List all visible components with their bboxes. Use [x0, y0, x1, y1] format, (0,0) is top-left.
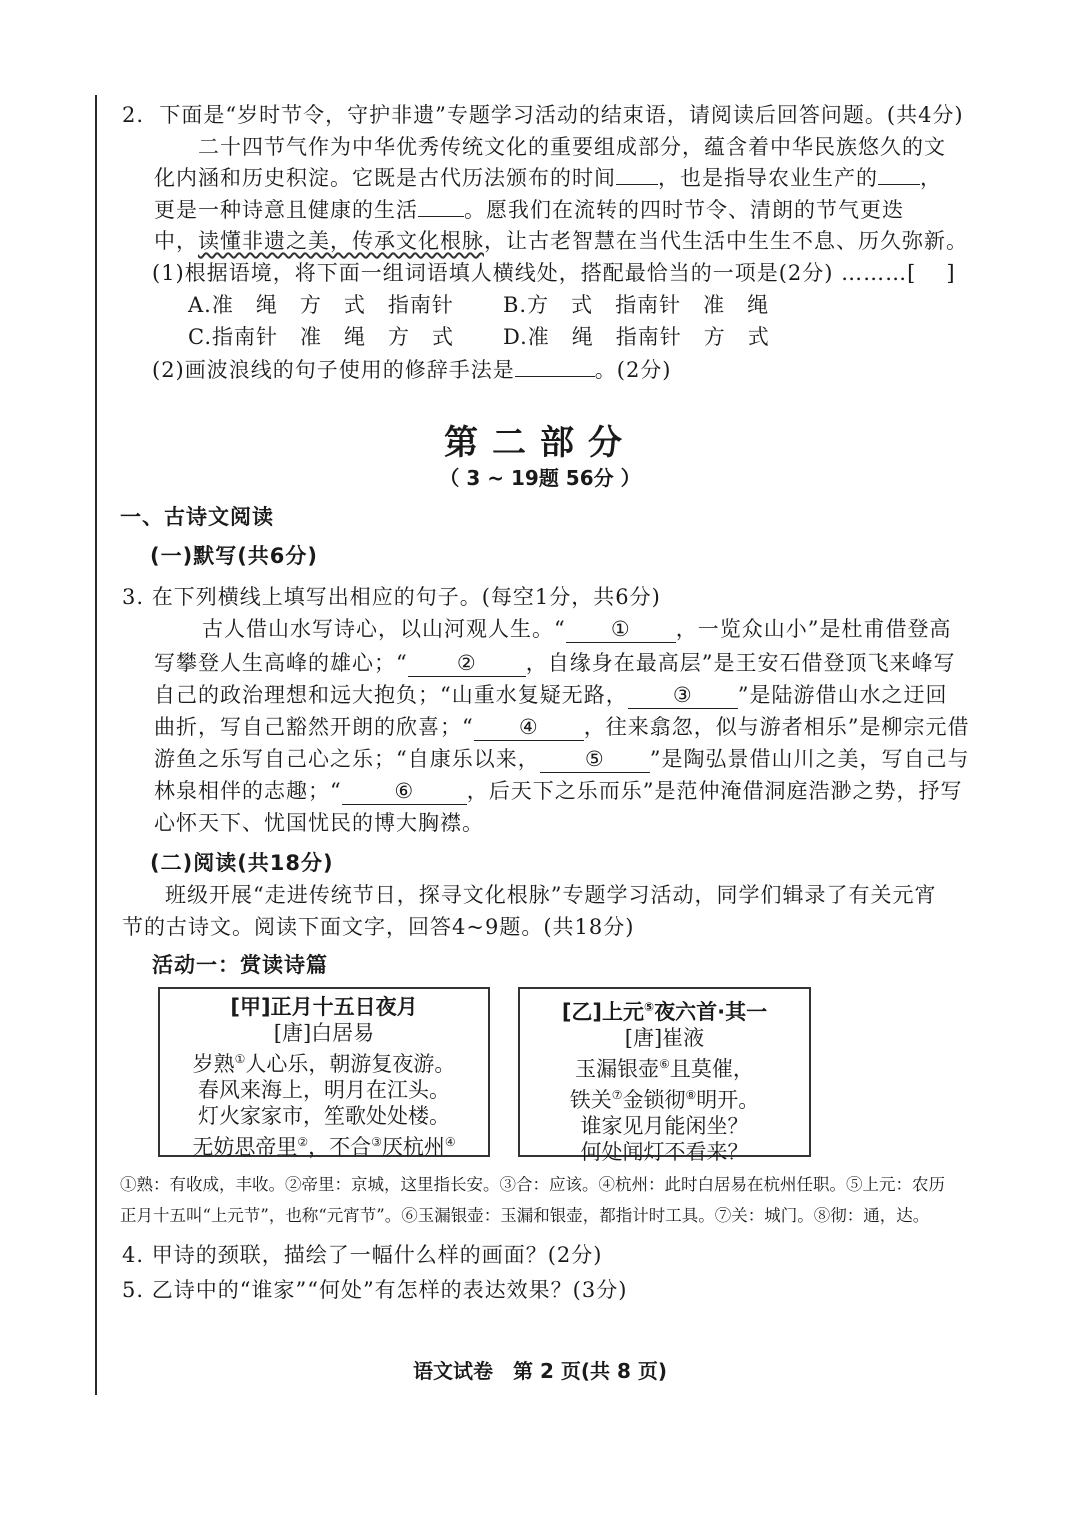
q3-line-5: 游鱼之乐写自己心之乐；“自康乐以来， ⑤ ”是陶弘景借山川之美，写自己与 — [154, 747, 970, 771]
q3-blank-6[interactable]: ⑥ — [342, 778, 467, 805]
q2-sub1: (1)根据语境，将下面一组词语填人横线处，搭配最恰当的一项是(2分) ………[ ] — [152, 261, 956, 285]
reading-intro-line-2: 节的古诗文。阅读下面文字，回答4~9题。(共18分) — [122, 915, 635, 939]
poem-b-box — [518, 987, 811, 1164]
q2-passage-line-4: 中，读懂非遗之美，传承文化根脉，让古老智慧在当代生活中生生不息、历久弥新。 — [154, 229, 968, 253]
q2-rhetoric-blank[interactable] — [515, 354, 595, 377]
poem-b-line-3: 谁家见月能闲坐？ — [580, 1114, 749, 1138]
q3-blank-2[interactable]: ② — [408, 650, 526, 677]
q2-option-a: A.准 绳 方 式 指南针 — [188, 293, 454, 317]
poem-a-box — [158, 987, 490, 1157]
poem-a-line-3: 灯火家家市，笙歌处处楼。 — [198, 1104, 450, 1128]
q3-blank-3[interactable]: ③ — [628, 682, 738, 709]
subsection-reading: (二)阅读(共18分) — [150, 851, 334, 875]
footnotes-line-1: ①熟：有收成，丰收。②帝里：京城，这里指长安。③合：应该。④杭州：此时白居易在杭州任职。⑤上元：农历 — [120, 1175, 945, 1194]
q3-line-6: 林泉相伴的志趣；“ ⑥ ，后天下之乐而乐”是范仲淹借洞庭浩渺之势，抒写 — [154, 779, 963, 803]
q2-passage-line-3: 更是一种诗意且健康的生活 。愿我们在流转的四时节令、清朗的节气更迭 — [154, 194, 904, 225]
q3-line-4: 曲折，写自己豁然开朗的欣喜；“ ④ ，往来翕忽，似与游者相乐”是柳宗元借 — [154, 715, 970, 739]
reading-intro-line-1: 班级开展“走进传统节日，探寻文化根脉”专题学习活动，同学们辑录了有关元宵 — [165, 883, 937, 907]
q2-blank-3[interactable] — [418, 194, 464, 217]
poem-b-line-2: 铁关⑦金锁彻⑧明开。 — [569, 1088, 760, 1112]
poem-b-line-1: 玉漏银壶⑥且莫催， — [575, 1057, 754, 1081]
q2-number: 2. — [122, 103, 145, 127]
q3-stem: 3. 在下列横线上填写出相应的句子。(每空1分，共6分) — [122, 585, 661, 609]
q2-blank-1[interactable] — [616, 162, 658, 185]
activity-one-heading: 活动一：赏读诗篇 — [152, 953, 328, 977]
wavy-underlined-sentence: 读懂非遗之美，传承文化根脉 — [198, 229, 484, 253]
poem-b-title: [乙]上元⑤夜六首·其一 — [561, 1000, 768, 1024]
poem-a-title: [甲]正月十五日夜月 — [230, 995, 418, 1019]
q4: 4. 甲诗的颈联，描绘了一幅什么样的画面？(2分) — [122, 1243, 603, 1267]
subsection-dictation: (一)默写(共6分) — [150, 544, 319, 568]
footnotes-line-2: 正月十五叫“上元节”，也称“元宵节”。⑥玉漏银壶：玉漏和银壶，都指计时工具。⑦关：城门。⑧彻：通，达。 — [120, 1206, 930, 1225]
q2-passage-line-2: 化内涵和历史积淀。它既是古代历法颁布的时间 ，也是指导农业生产的 ， — [154, 162, 942, 193]
q3-line-3: 自己的政治理想和远大抱负；“山重水复疑无路， ③ ”是陆游借山水之迂回 — [154, 683, 948, 707]
q3-blank-5[interactable]: ⑤ — [540, 746, 650, 773]
poem-a-line-2: 春风来海上，明月在江头。 — [198, 1078, 450, 1102]
q3-line-2: 写攀登人生高峰的雄心；“ ② ，自缘身在最高层”是王安石借登顶飞来峰写 — [154, 651, 956, 675]
q2-option-d: D.准 绳 指南针 方 式 — [503, 325, 770, 349]
q2-stem-text: 下面是“岁时节令，守护非遗”专题学习活动的结束语，请阅读后回答问题。(共4分) — [159, 103, 964, 127]
q3-blank-4[interactable]: ④ — [474, 714, 584, 741]
q2-passage-line-1: 二十四节气作为中华优秀传统文化的重要组成部分，蕴含着中华民族悠久的文 — [198, 135, 946, 159]
poem-b-author: [唐]崔液 — [624, 1026, 705, 1050]
poem-a-author: [唐]白居易 — [273, 1021, 375, 1045]
q2-blank-2[interactable] — [878, 162, 920, 185]
poem-a-line-4: 无妨思帝里②，不合③厌杭州④ — [192, 1135, 456, 1159]
q3-line-7: 心怀天下、忧国忧民的博大胸襟。 — [154, 811, 484, 835]
section-heading-classical: 一、古诗文阅读 — [120, 505, 274, 529]
q2-option-c: C.指南针 准 绳 方 式 — [188, 325, 454, 349]
q3-blank-1[interactable]: ① — [566, 616, 676, 643]
part-two-subtitle: （ 3 ~ 19题 56分 ） — [439, 466, 641, 490]
q2-sub2: (2)画波浪线的句子使用的修辞手法是 。(2分) — [152, 354, 672, 385]
q2-stem — [122, 100, 964, 130]
q5: 5. 乙诗中的“谁家”“何处”有怎样的表达效果？(3分) — [122, 1278, 628, 1302]
binding-margin-line — [95, 95, 97, 1395]
page-footer: 语文试卷 第 2 页(共 8 页) — [413, 1359, 667, 1383]
poem-a-line-1: 岁熟①人心乐，朝游复夜游。 — [192, 1052, 456, 1076]
poem-b-line-4: 何处闻灯不看来？ — [580, 1140, 749, 1164]
q2-option-b: B.方 式 指南针 准 绳 — [503, 293, 770, 317]
q3-line-1: 古人借山水写诗心，以山河观人生。“ ① ，一览众山小”是杜甫借登高 — [202, 617, 952, 641]
part-two-title: 第二部分 — [444, 423, 636, 463]
